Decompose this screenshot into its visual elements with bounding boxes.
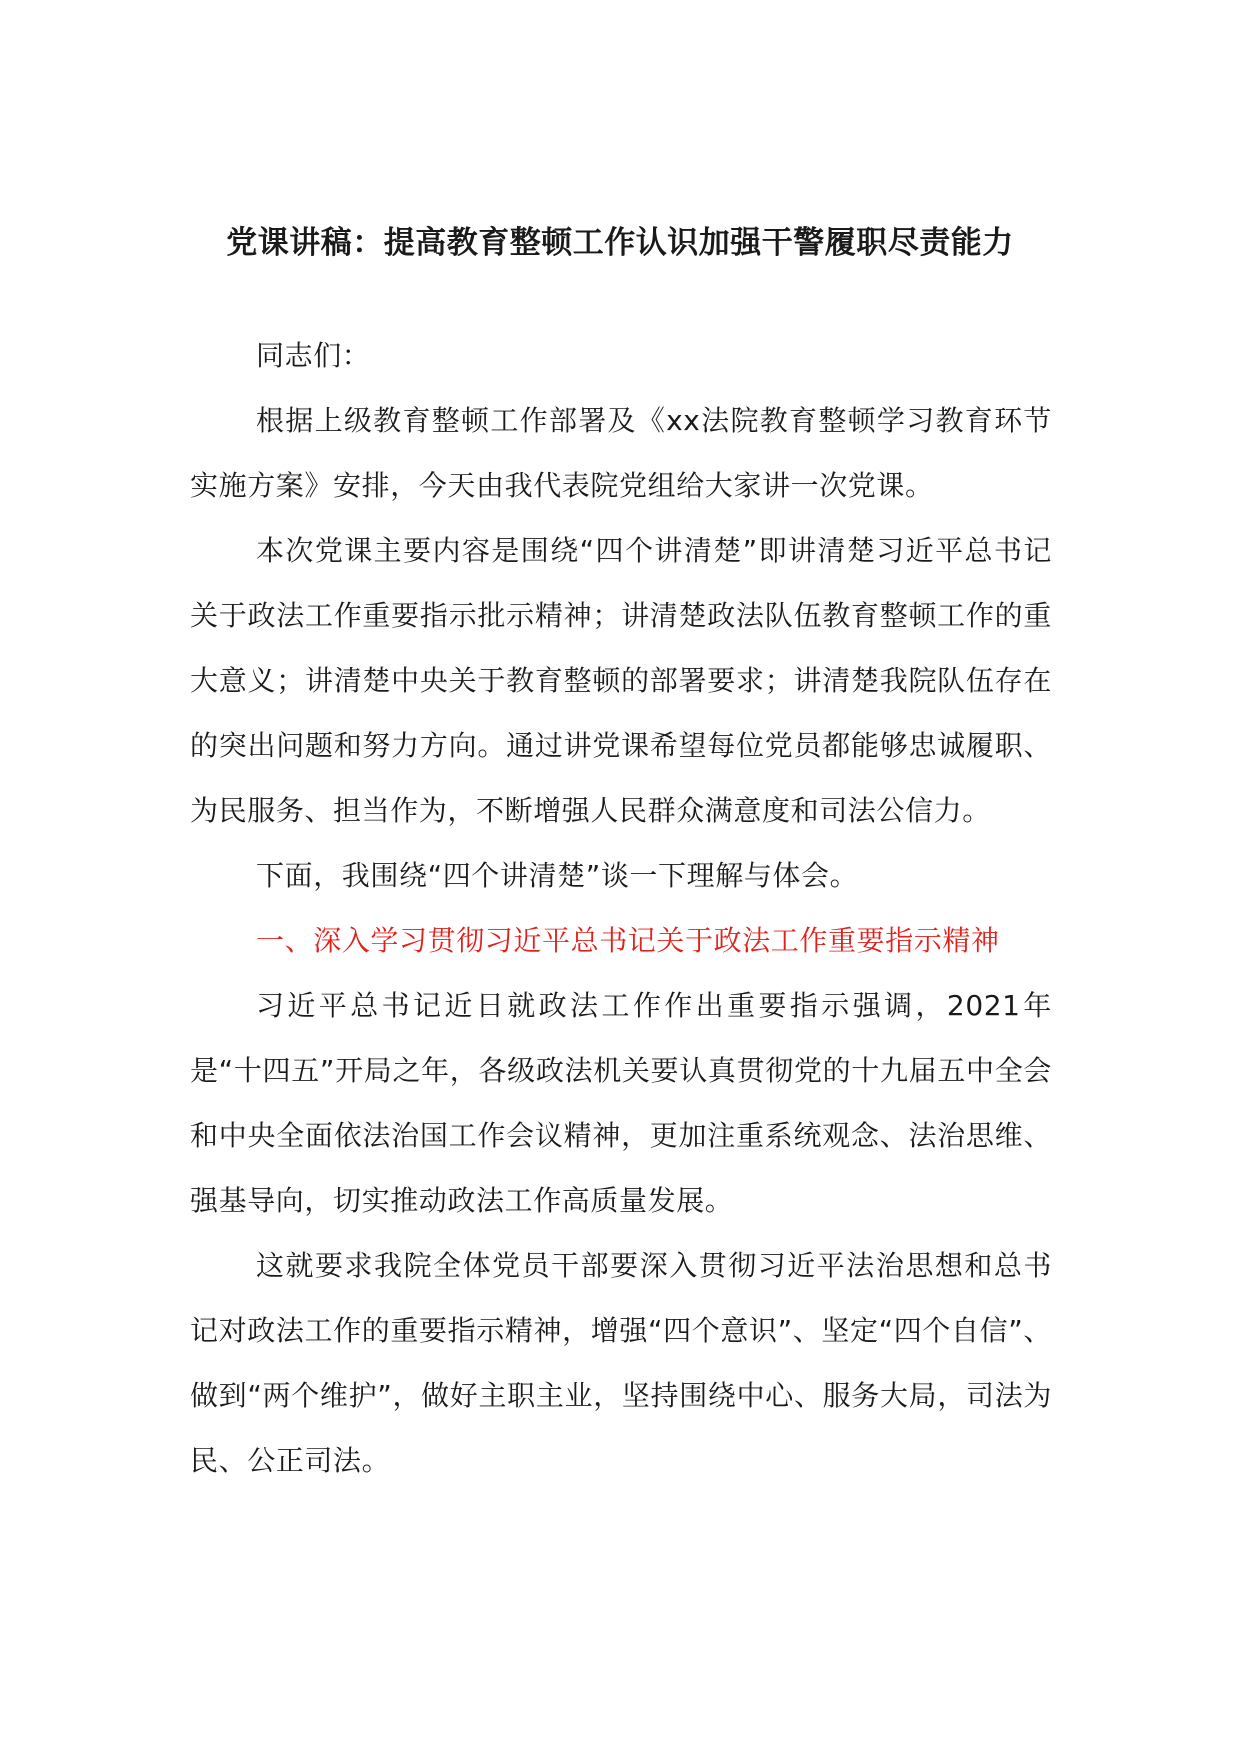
paragraph-content: 本次党课主要内容是围绕“四个讲清楚”即讲清楚习近平总书记关于政法工作重要指示批示精神；讲清楚政法队伍教育整顿工作的重大意义；讲清楚中央关于教育整顿的部署要求；讲清楚我院队伍存在的突出问题和努力方向。通过讲党课希望每位党员都能够忠诚履职、为民服务、担当作为，不断增强人民群众满意度和司法公信力。 [190,534,1052,827]
paragraph-section1-a: 习近平总书记近日就政法工作作出重要指示强调，2021年是“十四五”开局之年，各级政法机关要认真贯彻党的十九届五中全会和中央全面依法治国工作会议精神，更加注重系统观念、法治思维、强基导向，切实推动政法工作高质量发展。 [190,989,1052,1217]
paragraph-intro: 根据上级教育整顿工作部署及《xx法院教育整顿学习教育环节实施方案》安排，今天由我代表院党组给大家讲一次党课。 [190,404,1052,502]
paragraph-transition: 下面，我围绕“四个讲清楚”谈一下理解与体会。 [256,859,859,892]
document-title: 党课讲稿：提高教育整顿工作认识加强干警履职尽责能力 [226,225,1014,261]
section-heading-1: 一、深入学习贯彻习近平总书记关于政法工作重要指示精神 [256,924,1000,957]
paragraph-section1-b: 这就要求我院全体党员干部要深入贯彻习近平法治思想和总书记对政法工作的重要指示精神，增强“四个意识”、坚定“四个自信”、做到“两个维护”，做好主职主业，坚持围绕中心、服务大局，司法为民、公正司法。 [190,1249,1052,1477]
document-body [190,323,1052,1493]
salutation: 同志们： [256,339,371,372]
